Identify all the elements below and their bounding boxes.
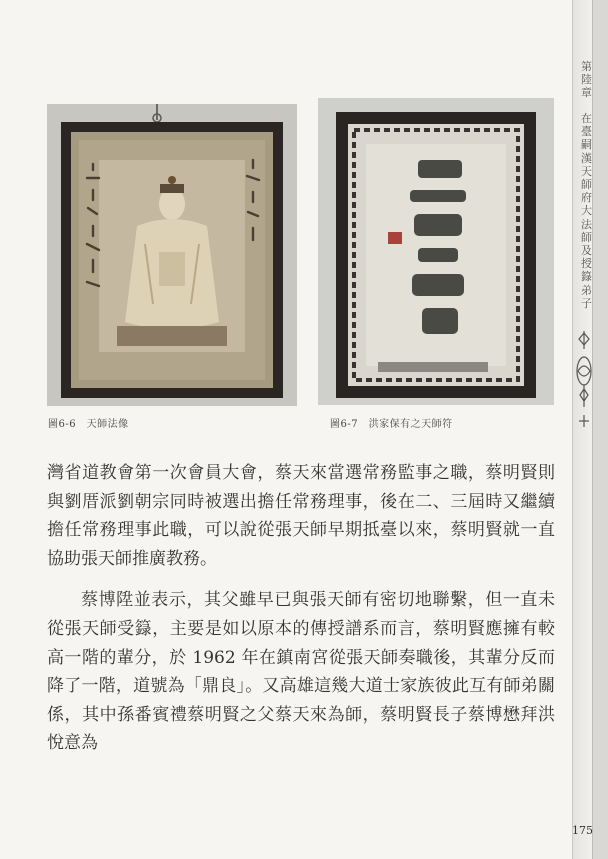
figure-6-6-caption: 圖6-6 天師法像: [48, 419, 129, 430]
chapter-title: 在臺嗣漢天師府大法師及授籙弟子: [581, 112, 592, 310]
page-number: 175: [572, 824, 593, 837]
ornament-icon: [575, 331, 593, 431]
body-text: [47, 459, 555, 758]
figure-6-7-caption: 圖6-7 洪家保有之天師符: [330, 419, 453, 430]
figure-6-7-photo: [318, 98, 554, 405]
figure-6-6-photo: [47, 104, 297, 406]
paragraph: 蔡博陞並表示，其父雖早已與張天師有密切地聯繫，但一直未從張天師受籙，主要是如以原本的傳授譜系而言，蔡明賢應擁有較高一階的輩分，於 1962 年在鎮南宮從張天師奏職後，其輩分反而降了一階，道號為「鼎良」。又高雄這幾大道士家族彼此互有師弟關係，其中孫番賓禮蔡明賢之父蔡天來為師，蔡明賢長子蔡博懋拜洪悅意為: [47, 590, 555, 754]
chapter-label: 第陸章: [581, 60, 592, 100]
paragraph-continuation: 灣省道教會第一次會員大會，蔡天來當選常務監事之職，蔡明賢則與劉厝派劉朝宗同時被選出擔任常務理事，後在二、三屆時又繼續擔任常務理事此職，可以說從張天師早期抵臺以來，蔡明賢就一直協助張天師推廣教務。: [47, 463, 555, 569]
page-edge: [592, 0, 608, 859]
